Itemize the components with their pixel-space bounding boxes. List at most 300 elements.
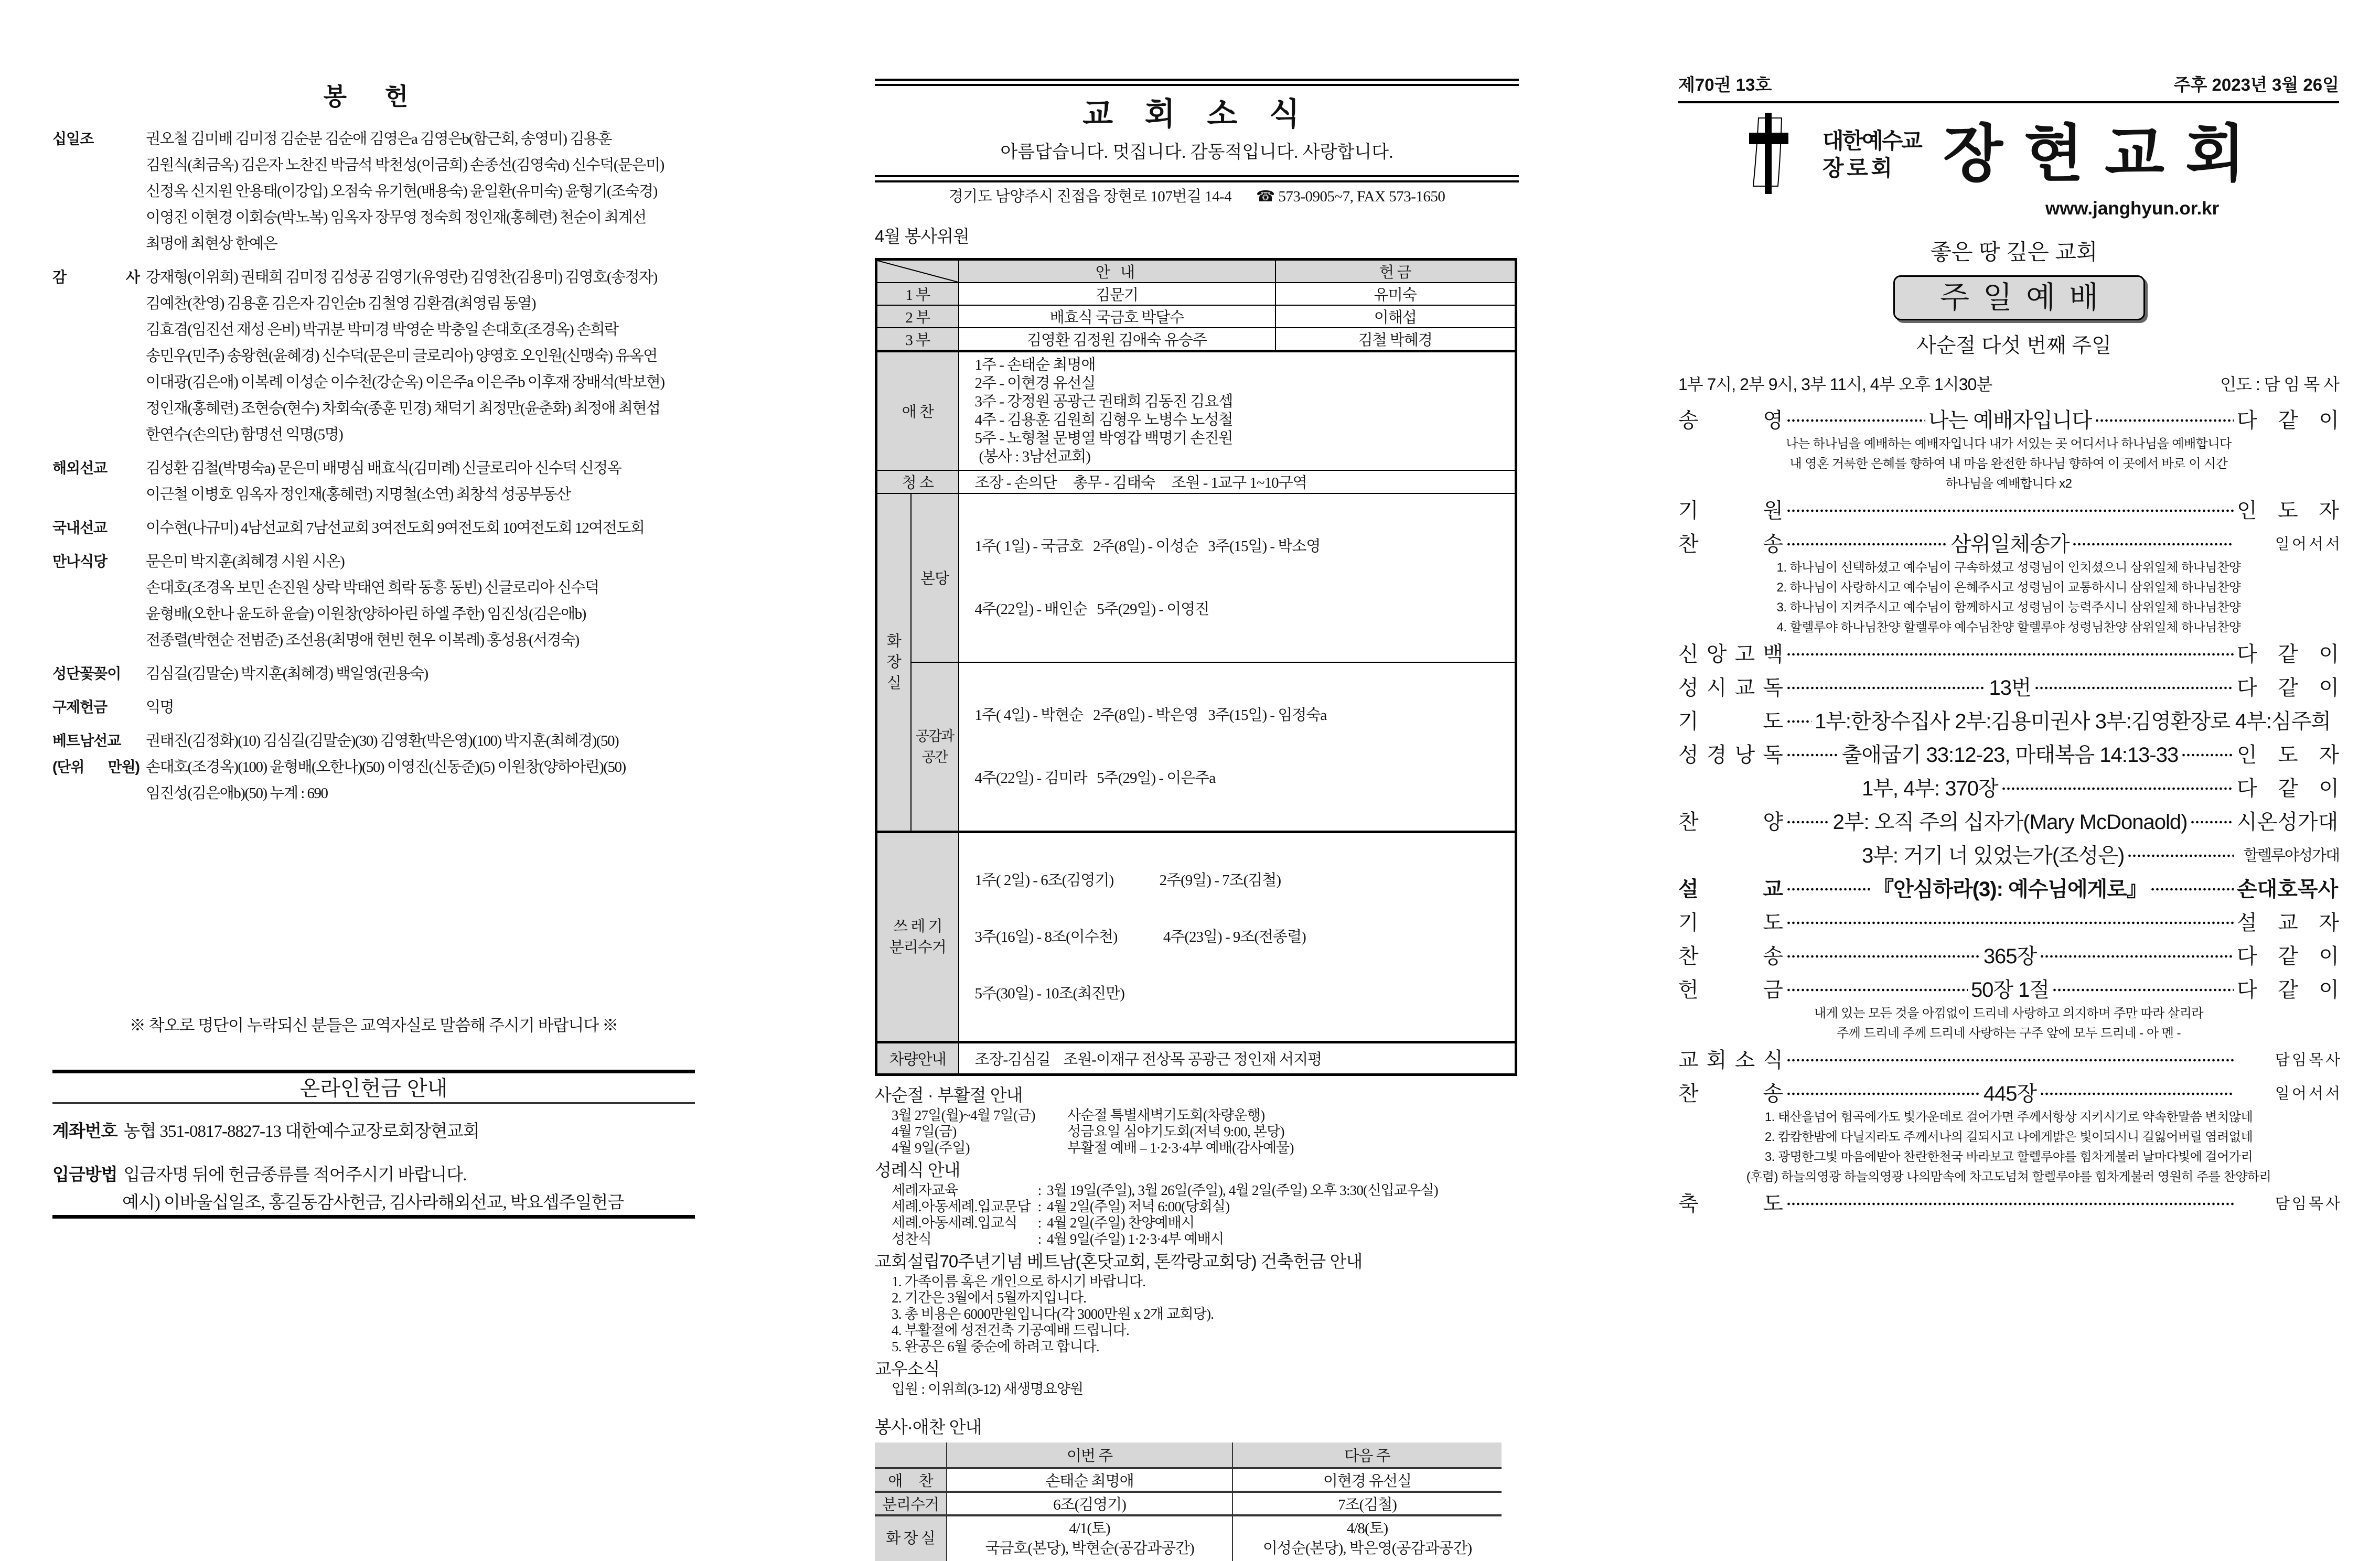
offering-group-label	[52, 694, 146, 720]
order-row	[1678, 638, 2339, 671]
service-times-line	[1678, 371, 2339, 395]
order-person: 인 도 자	[2237, 744, 2339, 767]
names-line: 김효겸(임진선 재성 은비) 박귀분 박미경 박영순 박충일 손대호(조경옥) 손희락	[146, 321, 618, 338]
names-line: 권태진(김정화)(10) 김심길(김말순)(30) 김영환(박은영)(100) 박지훈(최혜경)(50)	[146, 733, 619, 749]
lyric-line: 주께 드리네 주께 드리네 사랑하는 구주 앞에 모두 드리네 - 아 멘 -	[1836, 1026, 2181, 1040]
lyric-line: 1. 하나님이 선택하셨고 예수님이 구속하셨고 성령님이 인치셨으니 삼위일체 하나님찬양	[1776, 561, 2241, 575]
dotted-leader	[2095, 417, 2234, 424]
label-part: 공간	[921, 749, 948, 765]
order-label: 찬 양	[1678, 811, 1783, 834]
order-row	[1678, 494, 2339, 527]
colon: :	[1037, 1214, 1042, 1231]
order-row	[1678, 1043, 2339, 1077]
header-guide: 안 내	[959, 260, 1275, 283]
account-line	[52, 1117, 695, 1142]
service-subtitle: 사순절 다섯 번째 주일	[1916, 335, 2111, 357]
table-header-row	[876, 260, 1516, 283]
dotted-leader	[2190, 819, 2234, 826]
table-row	[876, 832, 1516, 1042]
dotted-leader	[2052, 986, 2234, 994]
news-item	[875, 1107, 1519, 1124]
worship-order-page	[1678, 0, 2339, 1307]
service-title-box: 주일예배	[1893, 275, 2145, 320]
schedule-line: 5주(30일) - 10조(최진만)	[974, 985, 1124, 1002]
table-row	[875, 1468, 1502, 1492]
row-label: 분리수거	[875, 1492, 947, 1515]
method-example: 예시) 이바울십일조, 홍길동감사헌금, 김사라해외선교, 박요셉주일헌금	[122, 1193, 624, 1212]
names-line: 이수현(나규미) 4남선교회 7남선교회 3여전도회 9여전도회 10여전도회 12여전도회	[146, 520, 645, 536]
lyric-line: 하나님을 예배합니다 x2	[1945, 477, 2072, 491]
order-person: 다 같 이	[2237, 643, 2339, 666]
label-char: 실	[886, 674, 901, 692]
schedule-line: 1주( 1일) - 국금호 2주(8일) - 이성순 3주(15일) - 박소영	[974, 537, 1321, 555]
dotted-leader	[2040, 953, 2234, 960]
order-label: 성 시 교 독	[1678, 676, 1783, 699]
lyrics-block	[1678, 434, 2339, 494]
order-person: 일 어 서 서	[2275, 536, 2339, 553]
table-row	[876, 1042, 1516, 1074]
church-news-page	[875, 0, 1519, 1557]
schedule-line: 1주( 2일) - 6조(김영기) 2주(9일) - 7조(김철)	[974, 871, 1281, 889]
offering-group-label	[52, 728, 146, 806]
order-row	[1678, 839, 2339, 873]
order-person: 일 어 서 서	[2275, 1085, 2340, 1102]
lyric-line: 1. 태산을넘어 험곡에가도 빛가운데로 걸어가면 주께서항상 지키시기로 약속한말씀 변치않네	[1764, 1110, 2253, 1124]
website-link[interactable]: www.janghyun.or.kr	[2045, 198, 2220, 219]
item-text: 3월 19일(주일), 3월 26일(주일), 4월 2일(주일) 오후 3:30(신입교우실)	[1047, 1182, 1438, 1198]
news-item	[875, 1215, 1519, 1231]
next-week-cell: 7조(김철)	[1232, 1492, 1502, 1515]
label-line: 만나식당	[52, 553, 108, 569]
offering-group-label	[52, 661, 146, 687]
order-person: 시온성가대	[2237, 811, 2339, 834]
row-label: 화 장 실	[875, 1515, 947, 1561]
dotted-leader	[1786, 886, 1870, 893]
item-date: 4월 7일(금)	[892, 1123, 957, 1139]
table-row	[876, 328, 1516, 351]
order-content: 365장	[1983, 945, 2037, 968]
label-line: 구제헌금	[52, 699, 108, 715]
order-content: 445장	[1983, 1082, 2037, 1105]
label-line: 해외선교	[52, 460, 108, 476]
this-week-cell: 손태순 최명애	[947, 1468, 1232, 1492]
weekly-service-title: 봉사·애찬 안내	[875, 1417, 982, 1437]
offering-names	[146, 126, 734, 257]
order-content: 나는 예배자입니다	[1928, 409, 2092, 432]
news-item	[875, 1339, 1519, 1355]
table-row	[875, 1515, 1502, 1561]
omission-note: ※ 착오로 명단이 누락되신 분들은 교역자실로 말씀해 주시기 바랍니다 ※	[129, 1016, 618, 1035]
item-label: 세례.아동세례.입교식	[892, 1214, 1017, 1231]
denomination-line: 대한예수교	[1822, 128, 1921, 153]
order-content: 13번	[1989, 676, 2031, 699]
news-section	[875, 1158, 1519, 1247]
item-text: 4. 부활절에 성전건축 기공예배 드립니다.	[892, 1322, 1129, 1338]
order-row	[1678, 873, 2339, 906]
names-line: 최명애 최현상 한예은	[146, 235, 277, 252]
cross-scroll-icon	[1749, 113, 1788, 194]
order-label: 교 회 소 식	[1678, 1049, 1783, 1072]
order-label: 기 원	[1678, 499, 1783, 522]
offering-names	[146, 728, 734, 806]
order-content: 『안심하라(3): 예수님에게로』	[1873, 878, 2147, 901]
denomination-lettering	[1822, 127, 1921, 182]
guide-cell: 김영환 김정원 김애숙 유승주	[959, 328, 1275, 351]
dotted-leader	[1786, 1057, 2234, 1064]
order-content: 출애굽기 33:12-23, 마태복음 14:13-33	[1841, 744, 2179, 767]
offering-names	[146, 661, 734, 687]
news-section-title: 교우소식	[875, 1359, 940, 1379]
church-name-lettering: 장현교회	[1943, 117, 2266, 190]
names-line: 임진성(김은애b)(50) 누계 : 690	[146, 785, 328, 802]
news-section	[875, 1250, 1519, 1355]
item-text: 5. 완공은 6월 중순에 하려고 합니다.	[892, 1338, 1099, 1354]
names-line: 이영진 이현경 이회승(박노복) 임옥자 장무영 정숙희 정인재(홍혜련) 천순이 최계선	[146, 209, 646, 226]
order-content: 1부, 4부: 370장	[1862, 777, 1998, 800]
account-label: 계좌번호	[52, 1121, 117, 1140]
method-label: 입금방법	[52, 1165, 117, 1184]
item-date: 3월 27일(월)~4월 7일(금)	[892, 1107, 1035, 1123]
news-section	[875, 1357, 1519, 1397]
row-label	[876, 832, 959, 1042]
news-item	[875, 1124, 1519, 1140]
dotted-leader	[1786, 953, 1980, 960]
offering-group	[52, 515, 734, 541]
fellowship-line: (봉사 : 3남선교회)	[979, 448, 1090, 465]
row-label: 애 찬	[875, 1468, 947, 1492]
next-week-cell: 이현경 유선실	[1232, 1468, 1502, 1492]
label-line: 감 사	[52, 269, 140, 285]
dotted-leader	[2127, 852, 2234, 859]
order-label: 설 교	[1678, 878, 1783, 901]
order-label: 성 경 낭 독	[1678, 744, 1783, 767]
names-line: 문은미 박지훈(최혜경 시원 시온)	[146, 553, 345, 570]
lyric-line: 3. 하나님이 지켜주시고 예수님이 함께하시고 성령님이 능력주시니 삼위일체 하나님찬양	[1776, 600, 2241, 615]
offerings-page	[52, 0, 734, 1307]
item-text: 1. 가족이름 혹은 개인으로 하시기 바랍니다.	[892, 1273, 1146, 1289]
row-label: 1 부	[876, 283, 959, 305]
lyric-line: 3. 광명한그빛 마음에받아 찬란한천국 바라보고 할렐루야를 힘차게불러 날마다빛에 걸어가리	[1764, 1150, 2253, 1164]
label-part: 분리수거	[889, 939, 946, 956]
news-item	[875, 1290, 1519, 1306]
news-section-title: 성례식 안내	[875, 1160, 960, 1180]
dotted-leader	[2040, 1090, 2234, 1097]
issue-header	[1678, 71, 2339, 103]
table-row	[876, 662, 1516, 832]
label-line: 성단꽃꽂이	[52, 665, 121, 682]
names: 국금호(본당), 박현순(공감과공간)	[985, 1540, 1194, 1557]
order-row	[1678, 973, 2339, 1007]
lyric-line: 2. 하나님이 사랑하시고 예수님이 은혜주시고 성령님이 교통하시니 삼위일체 하나님찬양	[1776, 580, 2241, 595]
lyric-line: 내게 있는 모든 것을 아낌없이 드리네 사랑하고 의지하며 주만 따라 살리라	[1814, 1006, 2204, 1020]
news-body	[875, 258, 1519, 1561]
online-offering-box	[52, 1070, 695, 1219]
this-week-cell: 6조(김영기)	[947, 1492, 1232, 1515]
lyrics-block	[1678, 1107, 2339, 1187]
news-item	[875, 1231, 1519, 1247]
sub-label: 본당	[911, 493, 959, 662]
dotted-leader	[1786, 684, 1986, 692]
order-label: 신 앙 고 백	[1678, 643, 1783, 666]
offering-names	[146, 264, 734, 448]
dotted-leader	[1786, 751, 1839, 759]
names-line: 권오철 김미배 김미정 김순분 김순애 김영은a 김영은b(함근회, 송영미) 김용훈	[146, 131, 612, 147]
item-text: 사순절 특별새벽기도회(차량운행)	[1067, 1107, 1265, 1123]
order-row	[1678, 1187, 2339, 1221]
order-label: 헌 금	[1678, 978, 1783, 1002]
recycling-cell	[959, 832, 1516, 1042]
news-title: 교 회 소 식	[1082, 96, 1311, 132]
order-row	[1678, 805, 2339, 839]
order-content: 2부: 오직 주의 십자가(Mary McDonaold)	[1832, 811, 2188, 834]
news-section-title: 사순절 · 부활절 안내	[875, 1085, 1023, 1105]
order-row	[1678, 1077, 2339, 1111]
order-label: 기 도	[1678, 911, 1783, 934]
item-text: 4월 2일(주일) 저녁 6:00(당회실)	[1047, 1198, 1230, 1214]
church-address: 경기도 남양주시 진접읍 장현로 107번길 14-4	[948, 188, 1232, 205]
offering-cell: 유미숙	[1275, 283, 1516, 305]
dotted-leader	[2001, 785, 2234, 792]
row-label: 애 찬	[876, 351, 959, 470]
lyric-line: 나는 하나님을 예배하는 예배자입니다 내가 서있는 곳 어디서나 하나님을 예배합니다	[1786, 437, 2232, 451]
offering-names	[146, 455, 734, 508]
news-item	[875, 1182, 1519, 1199]
row-label: 3 부	[876, 328, 959, 351]
offering-group	[52, 728, 734, 806]
header-offering: 헌 금	[1275, 260, 1516, 283]
offering-groups	[52, 126, 734, 814]
double-rule	[875, 175, 1519, 182]
order-label: 찬 송	[1678, 533, 1783, 556]
dotted-leader	[1786, 1090, 1980, 1097]
row-label: 청 소	[876, 470, 959, 493]
table-row	[875, 1492, 1502, 1515]
guide-cell: 김문기	[959, 283, 1275, 305]
lyric-line: (후렴) 하늘의영광 하늘의영광 나의맘속에 차고도넘쳐 할렐루야를 힘차게불러 영원히 주를 찬양하리	[1746, 1170, 2271, 1184]
label-char: 화	[886, 632, 901, 650]
offering-names	[146, 694, 734, 720]
parking-cell: 조장-김심길 조원-이재구 전상목 공광근 정인재 서지평	[959, 1042, 1516, 1074]
label-part: 쓰 레 기	[893, 918, 942, 935]
dotted-leader	[2072, 541, 2234, 548]
names-line: 손대호(조경옥 보민 손진원 상락 박태연 희락 동흥 동빈) 신글로리아 신수덕	[146, 579, 599, 596]
service-leader: 인도 : 담 임 목 사	[2220, 375, 2339, 394]
colon: :	[1037, 1198, 1042, 1214]
item-text: 4월 2일(주일) 찬양예배시	[1047, 1214, 1195, 1231]
order-row	[1678, 772, 2339, 805]
weekly-service-table	[875, 1442, 1502, 1561]
news-section-title: 교회설립70주년기념 베트남(혼닷교회, 톤깍랑교회당) 건축헌금 안내	[875, 1251, 1363, 1271]
order-label: 찬 송	[1678, 945, 1783, 968]
offering-group	[52, 694, 734, 720]
item-text: 4월 9일(주일) 1·2·3·4부 예배시	[1047, 1231, 1224, 1247]
order-person: 다 같 이	[2237, 777, 2339, 800]
offering-group-label	[52, 548, 146, 653]
table-row	[876, 493, 1516, 662]
row-label: 2 부	[876, 305, 959, 328]
table-row	[876, 305, 1516, 328]
order-person: 할렐루야성가대	[2243, 847, 2339, 864]
dotted-leader	[1786, 507, 2234, 514]
offering-group-label	[52, 264, 146, 448]
news-motto: 아름답습니다. 멋집니다. 감동적입니다. 사랑합니다.	[1000, 143, 1393, 162]
order-label: 기 도	[1678, 710, 1783, 733]
names-line: 한연수(손의단) 함명선 익명(5명)	[146, 426, 343, 443]
offering-group-label	[52, 515, 146, 541]
order-person: 다 같 이	[2237, 978, 2340, 1002]
fellowship-line: 5주 - 노형철 문병열 박영갑 백명기 손진원	[974, 429, 1233, 447]
news-item	[875, 1306, 1519, 1322]
restroom-main-cell	[959, 493, 1516, 662]
date: 4/1(토)	[1069, 1520, 1110, 1537]
fellowship-cell	[959, 351, 1516, 470]
restroom-space-cell	[959, 662, 1516, 832]
church-phone: 573-0905~7, FAX 573-1650	[1278, 188, 1445, 205]
item-text: 성금요일 심야기도회(저녁 9:00, 본당)	[1067, 1123, 1284, 1139]
order-content: 50장 1절	[1970, 978, 2050, 1002]
news-item	[875, 1140, 1519, 1156]
empty-header	[875, 1442, 947, 1468]
order-label: 축 도	[1678, 1192, 1783, 1215]
schedule-line: 3주(16일) - 8조(이수천) 4주(23일) - 9조(전종렬)	[974, 928, 1306, 945]
table-header-row	[875, 1442, 1502, 1468]
denomination-line: 장 로 회	[1822, 156, 1891, 180]
order-row	[1678, 404, 2339, 437]
order-row	[1678, 738, 2339, 772]
names-line: 전종렬(박현순 전범준) 조선용(최명애 현빈 현우 이복례) 홍성용(서경숙)	[146, 632, 579, 649]
news-section	[875, 1083, 1519, 1156]
order-person: 인 도 자	[2237, 499, 2339, 522]
double-rule	[875, 79, 1519, 86]
table-row	[876, 470, 1516, 493]
issue-volume: 제70권 13호	[1678, 75, 1772, 94]
order-person: 다 같 이	[2237, 945, 2340, 968]
fellowship-line: 2주 - 이현경 유선실	[974, 374, 1096, 392]
order-row	[1678, 906, 2339, 940]
service-members-table	[875, 258, 1517, 1076]
label-part: 공감과	[915, 728, 954, 744]
order-content: 3부: 거기 너 있었는가(조성은)	[1862, 844, 2125, 867]
names-line: 김예찬(찬영) 김용훈 김은자 김인순b 김철영 김환겸(최영림 동열)	[146, 295, 535, 312]
item-label: 세례.아동세례.입교문답	[892, 1198, 1031, 1214]
offering-names	[146, 515, 734, 541]
order-label: 송 영	[1678, 409, 1783, 432]
header-this-week: 이번 주	[947, 1442, 1232, 1468]
names-line: 김심길(김말순) 박지훈(최혜경) 백일영(권용숙)	[146, 665, 428, 682]
dotted-leader	[1786, 819, 1830, 826]
news-item	[875, 1381, 1519, 1397]
lyric-line: 2. 캄캄한밤에 다닐지라도 주께서나의 길되시고 나에게밝은 빛이되시니 길잃어버릴 염려없네	[1764, 1130, 2253, 1144]
lyric-line: 4. 할렐루야 하나님찬양 할렐루야 예수님찬양 할렐루야 성령님찬양 삼위일체 하나님찬양	[1776, 620, 2241, 634]
header-next-week: 다음 주	[1232, 1442, 1502, 1468]
news-item	[875, 1274, 1519, 1290]
item-label: 성찬식	[892, 1231, 931, 1247]
item-text: 3. 총 비용은 6000만원입니다(각 3000만원 x 2개 교회당).	[892, 1306, 1214, 1322]
table-row	[876, 351, 1516, 470]
telephone-icon: ☎	[1256, 188, 1275, 205]
order-of-worship	[1678, 404, 2339, 1221]
dotted-leader	[1786, 651, 2234, 658]
item-label: 세례자교육	[892, 1182, 958, 1198]
church-slogan: 좋은 땅 깊은 교회	[1930, 240, 2098, 264]
names-line: 윤형배(오한나 윤도하 윤슬) 이원창(양하아린 하엘 주한) 임진성(김은애b)	[146, 606, 586, 622]
offering-cell: 김철 박혜경	[1275, 328, 1516, 351]
fellowship-line: 3주 - 강정원 공광근 권태희 김동진 김요셉	[974, 393, 1233, 410]
label-char: 장	[886, 653, 901, 671]
colon: :	[1037, 1231, 1042, 1247]
names-line: 익명	[146, 699, 174, 716]
offering-group	[52, 126, 734, 257]
order-row	[1678, 527, 2339, 561]
order-label: 찬 송	[1678, 1082, 1783, 1105]
label-line: 십일조	[52, 131, 94, 147]
fellowship-line: 1주 - 손태순 최명애	[974, 356, 1096, 373]
next-week-cell	[1232, 1515, 1502, 1561]
this-week-cell	[947, 1515, 1232, 1561]
colon: :	[1037, 1182, 1042, 1198]
dotted-leader	[1786, 417, 1925, 424]
table-row	[876, 283, 1516, 305]
names-line: 이근철 이병호 임옥자 정인재(홍혜련) 지명철(소연) 최창석 성공부동산	[146, 486, 571, 503]
schedule-line: 4주(22일) - 배인순 5주(29일) - 이영진	[974, 600, 1209, 618]
names-line: 김성환 김철(박명숙a) 문은미 배명심 배효식(김미례) 신글로리아 신수덕 신정옥	[146, 460, 621, 477]
dotted-leader	[1786, 986, 1968, 994]
item-text: 입원 : 이위희(3-12) 새생명요양원	[892, 1381, 1084, 1397]
names: 이성순(본당), 박은영(공감과공간)	[1262, 1540, 1472, 1557]
names-line: 이대광(김은애) 이복례 이성순 이수천(강순옥) 이은주a 이은주b 이후재 장배석(박보현)	[146, 374, 664, 391]
order-person: 다 같 이	[2237, 409, 2340, 432]
method-line	[52, 1161, 695, 1186]
service-times: 1부 7시, 2부 9시, 3부 11시, 4부 오후 1시30분	[1678, 375, 1992, 394]
names-line: 김원식(최금옥) 김은자 노찬진 박금석 박천성(이금희) 손종선(김영숙d) 신수덕(문은미)	[146, 157, 664, 174]
offering-group	[52, 661, 734, 687]
names-line: 정인재(홍혜련) 조현승(현수) 차회숙(종훈 민경) 채덕기 최정만(윤춘화) 최정애 최현섭	[146, 400, 660, 417]
issue-date: 주후 2023년 3월 26일	[2173, 75, 2339, 94]
dotted-leader	[2150, 886, 2234, 893]
guide-cell: 배효식 국금호 박달수	[959, 305, 1275, 328]
online-offering-title: 온라인헌금 안내	[52, 1073, 695, 1104]
schedule-line: 4주(22일) - 김미라 5주(29일) - 이은주a	[974, 769, 1216, 787]
news-sections	[875, 1083, 1519, 1399]
label-line: (단위 만원)	[52, 759, 140, 775]
schedule-line: 1주( 4일) - 박현순 2주(8일) - 박은영 3주(15일) - 임정숙a	[974, 706, 1327, 724]
service-members-title: 4월 봉사위원	[875, 227, 969, 246]
church-address-line	[875, 185, 1519, 206]
offering-group-label	[52, 455, 146, 508]
order-person: 다 같 이	[2237, 676, 2340, 699]
lyrics-block	[1678, 558, 2339, 638]
sub-label	[911, 662, 959, 832]
row-label: 차량안내	[876, 1042, 959, 1074]
names-line: 강재형(이위희) 권태희 김미정 김성공 김영기(유영란) 김영찬(김용미) 김영호(송정자)	[146, 269, 657, 286]
row-label	[876, 493, 911, 832]
offerings-title: 봉 헌	[323, 83, 424, 110]
cleaning-cell: 조장 - 손의단 총무 - 김태숙 조원 - 1교구 1~10구역	[959, 470, 1516, 493]
item-text: 2. 기간은 3월에서 5월까지입니다.	[892, 1289, 1087, 1306]
dotted-leader	[1786, 541, 1948, 548]
offering-group-label	[52, 126, 146, 257]
church-logo	[1749, 113, 2274, 197]
offering-group	[52, 548, 734, 653]
fellowship-line: 4주 - 김용훈 김원희 김형우 노병수 노성철	[974, 411, 1233, 428]
news-item	[875, 1322, 1519, 1339]
order-person: 손대호목사	[2237, 878, 2339, 901]
diagonal-header-cell	[876, 260, 959, 283]
dotted-leader	[1786, 718, 1811, 725]
news-item	[875, 1199, 1519, 1215]
offering-group	[52, 264, 734, 448]
lyric-line: 내 영혼 거룩한 은혜를 향하여 내 마음 완전한 하나님 향하여 이 곳에서 바로 이 시간	[1789, 457, 2228, 471]
